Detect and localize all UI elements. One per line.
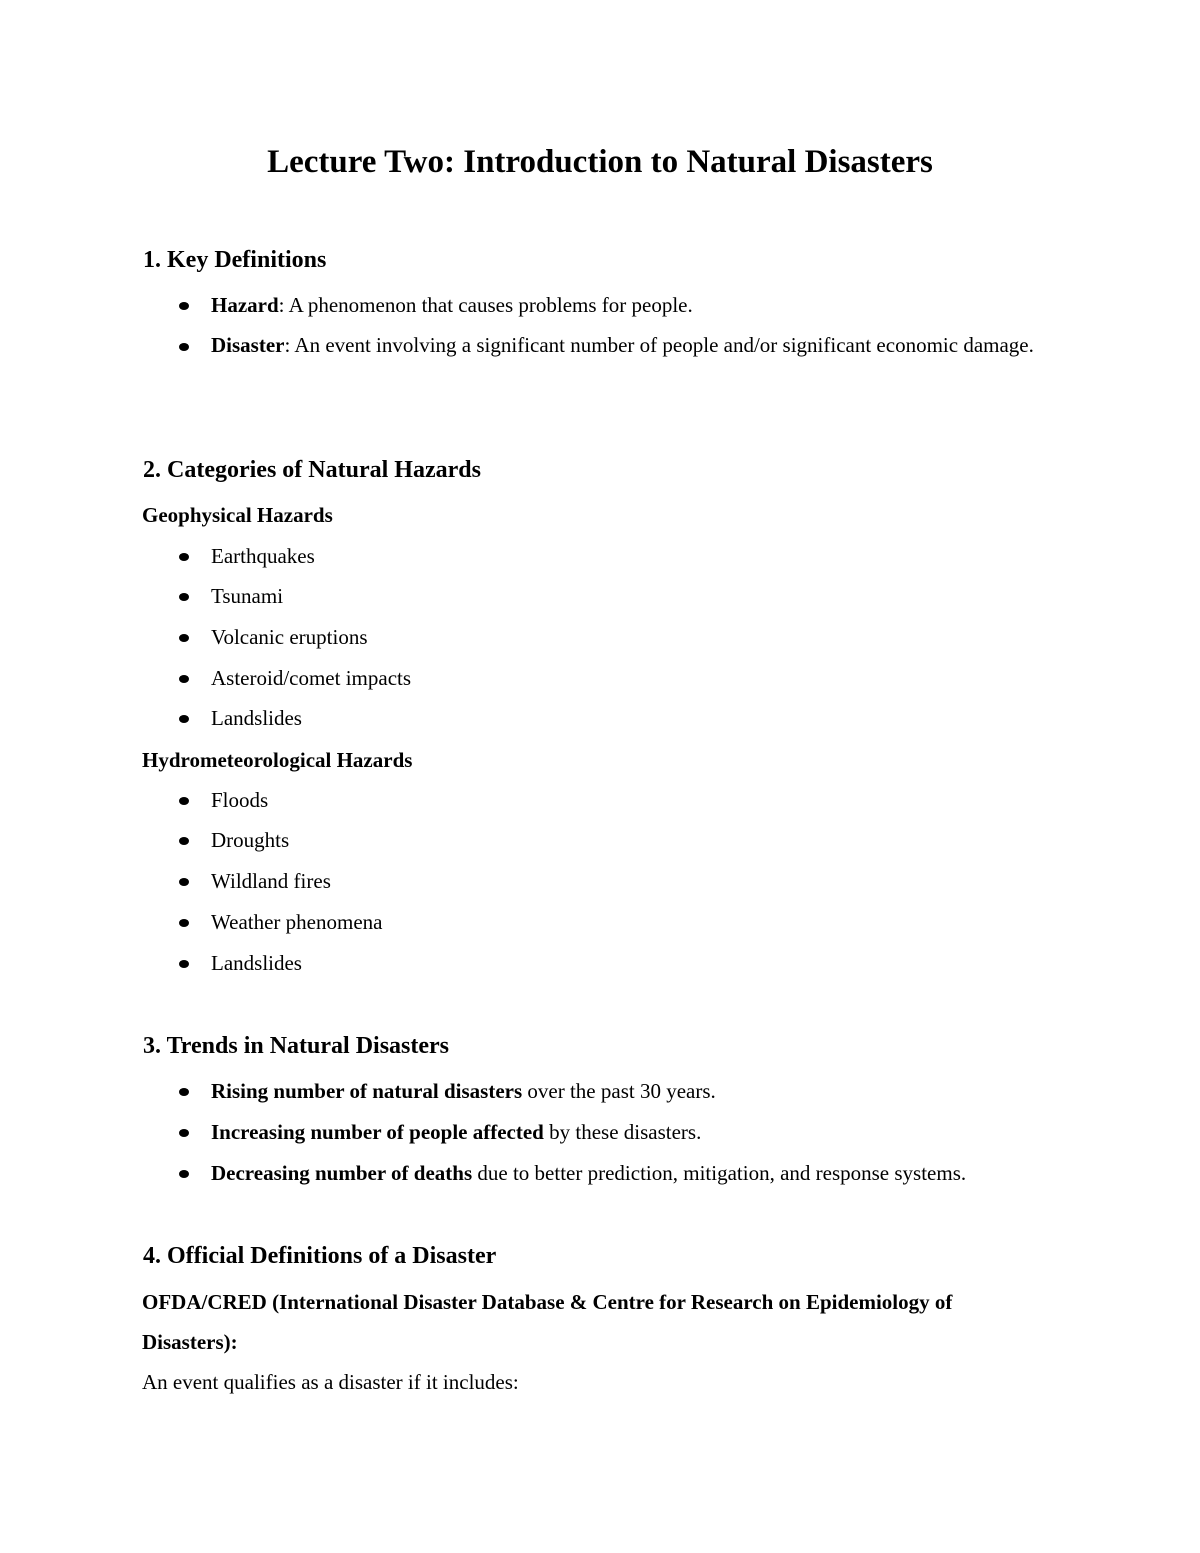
section-3-heading: 3. Trends in Natural Disasters (143, 1033, 450, 1059)
bullet-icon (179, 675, 189, 683)
definition-hazard: : A phenomenon that causes problems for people. (278, 293, 693, 317)
section-4-heading: 4. Official Definitions of a Disaster (143, 1243, 497, 1269)
source-line-1: OFDA/CRED (International Disaster Database & Centre for Research on Epidemiology of (142, 1290, 953, 1314)
section-2-heading: 2. Categories of Natural Hazards (143, 457, 481, 483)
document-page: Lecture Two: Introduction to Natural Disasters 1. Key Definitions Hazard: A phenomenon that causes problems for people. Disaster: An event involving a significant number of people and/or significant economic damage. 2. Categories of Natural Hazards Geophysical Hazards Earthquakes Tsunami Volcanic eruptions Asteroid/comet impacts Landslides Hydrometeorological Hazards Floods Droughts Wildland fires Weather phenomena Landslides 3. Trends in Natural Disasters Rising number of natural disasters over the past 30 years. Increasing number of people affected by these disasters. Decreasing number of deaths due to better prediction, mitigation, and response systems. 4. Official Definitions of a Disaster OFDA/CRED (International Disaster Database & Centre for Research on Epidemiology of Disasters): An event qualifies as a disaster if it includes: (0, 0, 1200, 1553)
bullet-icon (179, 960, 189, 968)
bullet-icon (179, 302, 189, 310)
term-hazard: Hazard (211, 293, 279, 317)
source-line-2: Disasters): (142, 1330, 238, 1354)
bullet-icon (179, 343, 189, 351)
bullet-icon (179, 837, 189, 845)
bullet-icon (179, 593, 189, 601)
term-disaster: Disaster (211, 333, 285, 357)
hydrometeorological-label: Hydrometeorological Hazards (142, 748, 413, 772)
qualification-intro: An event qualifies as a disaster if it includes: (142, 1370, 519, 1394)
bullet-icon (179, 553, 189, 561)
bullet-icon (179, 1129, 189, 1137)
section-1-heading: 1. Key Definitions (143, 247, 327, 273)
bullet-icon (179, 919, 189, 927)
bullet-icon (179, 715, 189, 723)
bullet-icon (179, 634, 189, 642)
bullet-icon (179, 878, 189, 886)
bullet-icon (179, 1170, 189, 1178)
page-title: Lecture Two: Introduction to Natural Disasters (267, 144, 933, 180)
bullet-icon (179, 797, 189, 805)
bullet-icon (179, 1088, 189, 1096)
definition-disaster: : An event involving a significant number of people and/or significant economic damage. (284, 333, 1034, 357)
geophysical-label: Geophysical Hazards (142, 503, 333, 527)
